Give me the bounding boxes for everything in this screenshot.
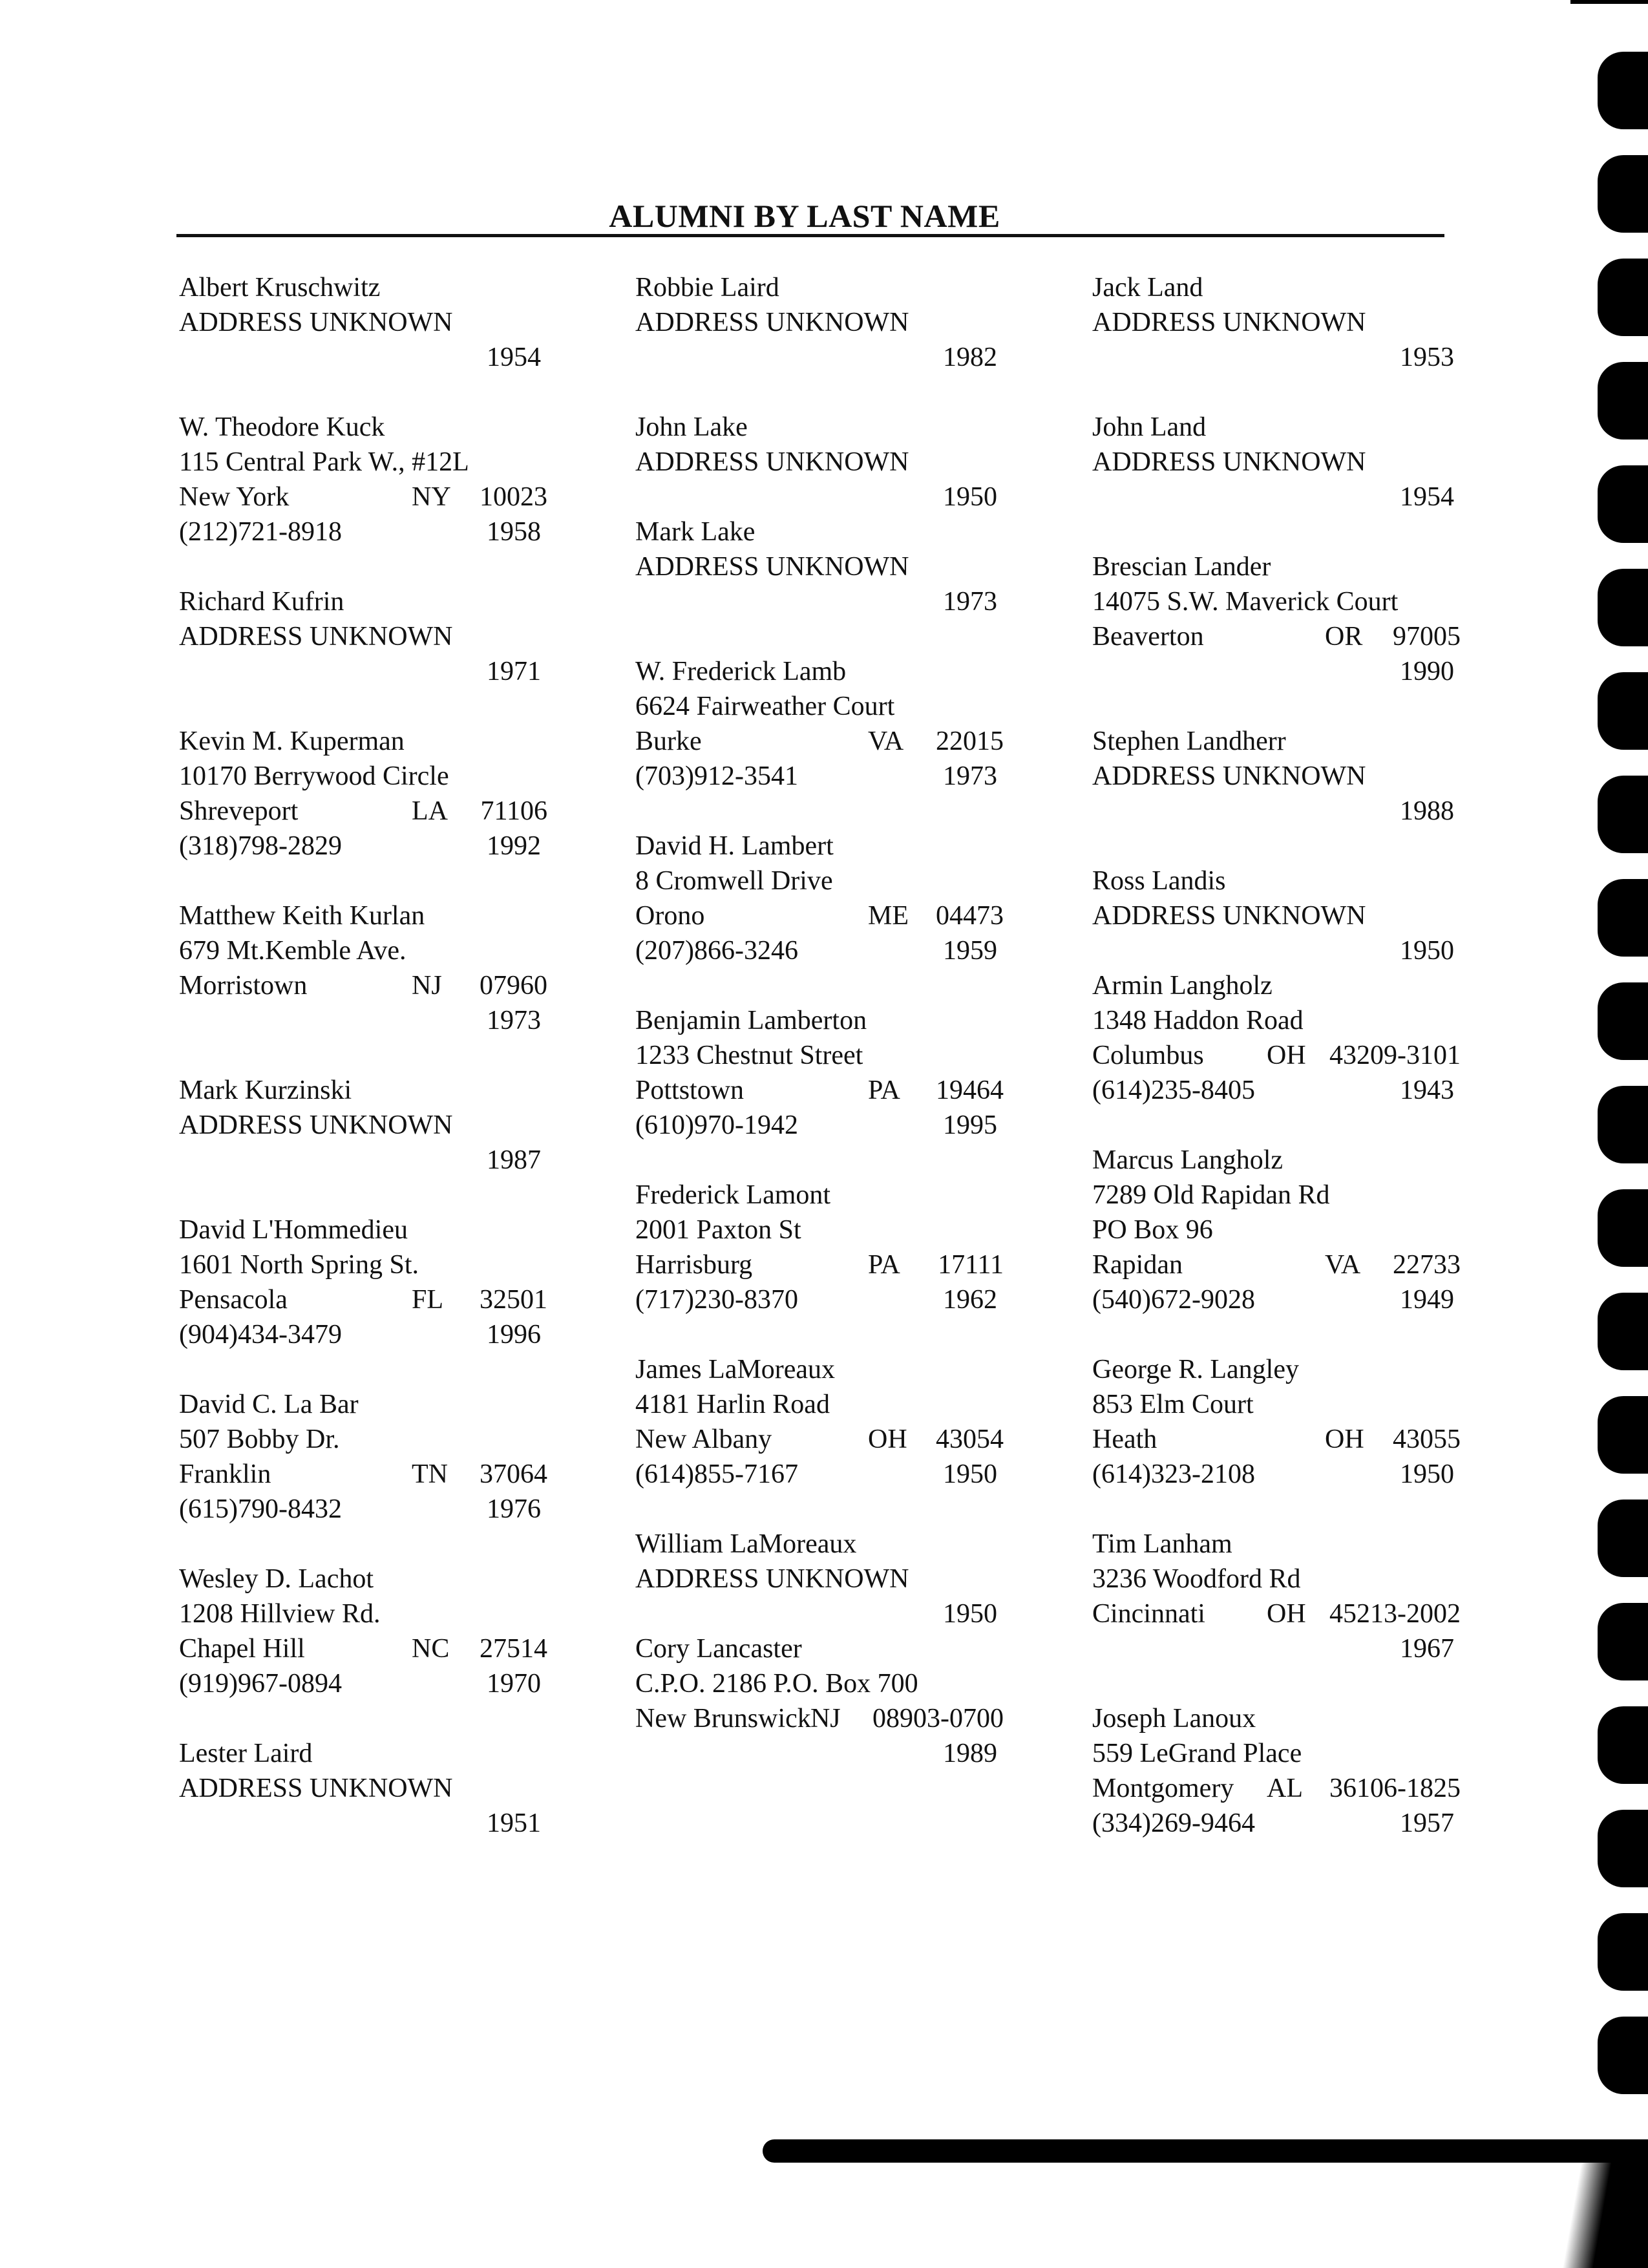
alumni-state: PA xyxy=(868,1250,900,1280)
title-rule xyxy=(176,234,1444,237)
binding-hole xyxy=(1598,1500,1648,1577)
alumni-entry xyxy=(635,829,1004,968)
alumni-address: ADDRESS UNKNOWN xyxy=(635,308,909,337)
alumni-address: ADDRESS UNKNOWN xyxy=(1092,761,1366,791)
alumni-address: ADDRESS UNKNOWN xyxy=(1092,308,1366,337)
alumni-phone-line xyxy=(1092,1073,1461,1108)
alumni-entry xyxy=(179,1213,547,1352)
alumni-state-zip xyxy=(1325,1422,1461,1457)
alumni-year-line xyxy=(1092,933,1461,968)
alumni-name: James LaMoreaux xyxy=(635,1355,836,1384)
alumni-state-zip xyxy=(1267,1038,1461,1073)
alumni-city: Shreveport xyxy=(179,796,299,826)
alumni-name: Matthew Keith Kurlan xyxy=(179,901,425,931)
alumni-year-line xyxy=(179,654,547,689)
alumni-phone: (703)912-3541 xyxy=(635,761,798,791)
alumni-phone: (615)790-8432 xyxy=(179,1494,342,1524)
alumni-phone: (904)434-3479 xyxy=(179,1320,342,1350)
alumni-entry xyxy=(635,1352,1004,1492)
alumni-state: NJ xyxy=(412,971,442,1001)
binding-hole xyxy=(1598,465,1648,543)
alumni-address: ADDRESS UNKNOWN xyxy=(635,1564,909,1594)
alumni-name: Joseph Lanoux xyxy=(1092,1704,1256,1733)
alumni-phone: (610)970-1942 xyxy=(635,1110,798,1140)
alumni-state: VA xyxy=(1325,1250,1361,1280)
alumni-state-zip xyxy=(868,724,1004,759)
alumni-address: 6624 Fairweather Court xyxy=(635,692,895,721)
alumni-city: Columbus xyxy=(1092,1041,1204,1070)
alumni-zip: 43054 xyxy=(936,1425,1004,1454)
alumni-state-zip xyxy=(412,968,547,1003)
alumni-name: Mark Kurzinski xyxy=(179,1076,352,1105)
alumni-year: 1943 xyxy=(1400,1076,1454,1105)
scan-shadow-corner xyxy=(1545,2163,1648,2268)
alumni-state-zip xyxy=(868,1422,1004,1457)
alumni-entry xyxy=(635,270,1004,375)
alumni-phone-line xyxy=(635,1108,1004,1143)
alumni-zip: 37064 xyxy=(480,1459,547,1489)
alumni-entry xyxy=(179,1073,547,1178)
alumni-state-zip xyxy=(868,1247,1004,1282)
alumni-address: 1208 Hillview Rd. xyxy=(179,1599,381,1629)
alumni-year-line xyxy=(179,1143,547,1178)
alumni-name: David L'Hommedieu xyxy=(179,1215,408,1245)
alumni-year-line xyxy=(1092,480,1461,514)
alumni-entry xyxy=(1092,549,1461,689)
alumni-state-zip xyxy=(1267,1771,1461,1806)
alumni-name: W. Theodore Kuck xyxy=(179,412,385,442)
page-title: ALUMNI BY LAST NAME xyxy=(609,198,1000,234)
alumni-entry xyxy=(635,1527,1004,1631)
alumni-state-zip xyxy=(1325,1247,1461,1282)
alumni-state: OH xyxy=(868,1425,907,1454)
alumni-year: 1973 xyxy=(943,761,997,791)
alumni-zip: 07960 xyxy=(480,971,547,1001)
alumni-phone-line xyxy=(635,1282,1004,1317)
alumni-year: 1967 xyxy=(1400,1634,1454,1664)
binding-hole xyxy=(1598,672,1648,750)
alumni-address: 1233 Chestnut Street xyxy=(635,1041,863,1070)
alumni-zip: 10023 xyxy=(480,482,547,512)
alumni-city-line xyxy=(179,480,547,514)
alumni-address: ADDRESS UNKNOWN xyxy=(635,447,909,477)
alumni-address: 7289 Old Rapidan Rd xyxy=(1092,1180,1330,1210)
alumni-entry xyxy=(179,584,547,689)
alumni-entry xyxy=(635,654,1004,794)
alumni-entry xyxy=(635,514,1004,619)
alumni-state: FL xyxy=(412,1285,444,1315)
alumni-state: OH xyxy=(1267,1599,1306,1629)
alumni-zip: 71106 xyxy=(480,796,547,826)
alumni-phone-line xyxy=(179,829,547,864)
binding-hole xyxy=(1598,362,1648,440)
alumni-entry xyxy=(635,1003,1004,1143)
alumni-year: 1996 xyxy=(487,1320,541,1350)
alumni-state-zip xyxy=(412,1631,547,1666)
alumni-name: George R. Langley xyxy=(1092,1355,1299,1384)
alumni-name: Richard Kufrin xyxy=(179,587,344,617)
alumni-phone-line xyxy=(635,759,1004,794)
alumni-city-line xyxy=(179,968,547,1003)
binding-hole xyxy=(1598,776,1648,853)
alumni-phone: (207)866-3246 xyxy=(635,936,798,966)
alumni-city-line xyxy=(635,1247,1004,1282)
alumni-address: ADDRESS UNKNOWN xyxy=(1092,901,1366,931)
scan-shadow-bottom xyxy=(763,2139,1648,2163)
alumni-year-line xyxy=(1092,654,1461,689)
alumni-name: Robbie Laird xyxy=(635,273,779,302)
alumni-city-line xyxy=(1092,1596,1461,1631)
alumni-state-zip xyxy=(868,898,1004,933)
alumni-year: 1982 xyxy=(943,343,997,372)
alumni-year: 1995 xyxy=(943,1110,997,1140)
alumni-city-line xyxy=(1092,1247,1461,1282)
alumni-address: 115 Central Park W., #12L xyxy=(179,447,469,477)
alumni-city-line xyxy=(1092,1422,1461,1457)
binding-hole xyxy=(1598,1189,1648,1267)
alumni-zip: 22015 xyxy=(936,726,1004,756)
alumni-name: Ross Landis xyxy=(1092,866,1226,896)
alumni-name: Wesley D. Lachot xyxy=(179,1564,374,1594)
binding-hole xyxy=(1598,1086,1648,1163)
alumni-state: NJ xyxy=(810,1704,841,1733)
alumni-year: 1959 xyxy=(943,936,997,966)
alumni-state-zip xyxy=(1325,619,1461,654)
alumni-name: David C. La Bar xyxy=(179,1390,359,1419)
alumni-state: NY xyxy=(412,482,451,512)
alumni-address: 679 Mt.Kemble Ave. xyxy=(179,936,407,966)
alumni-phone: (614)235-8405 xyxy=(1092,1076,1255,1105)
column-2 xyxy=(635,270,1004,1806)
alumni-year-line xyxy=(179,1806,547,1841)
alumni-year: 1976 xyxy=(487,1494,541,1524)
alumni-phone-line xyxy=(179,1666,547,1701)
alumni-city-line xyxy=(1092,1038,1461,1073)
alumni-name: Brescian Lander xyxy=(1092,552,1271,582)
alumni-address: 10170 Berrywood Circle xyxy=(179,761,449,791)
alumni-name: John Land xyxy=(1092,412,1207,442)
alumni-address: ADDRESS UNKNOWN xyxy=(179,308,453,337)
alumni-city-line xyxy=(1092,619,1461,654)
alumni-state: AL xyxy=(1267,1774,1303,1803)
binding-hole xyxy=(1598,1603,1648,1680)
alumni-year: 1950 xyxy=(1400,1459,1454,1489)
column-1 xyxy=(179,270,547,1876)
alumni-address: ADDRESS UNKNOWN xyxy=(179,1774,453,1803)
alumni-zip: 32501 xyxy=(480,1285,547,1315)
alumni-year: 1953 xyxy=(1400,343,1454,372)
binding-hole xyxy=(1598,879,1648,957)
alumni-state: TN xyxy=(412,1459,448,1489)
alumni-name: Tim Lanham xyxy=(1092,1529,1232,1559)
alumni-year-line xyxy=(635,480,1004,514)
alumni-city-line xyxy=(1092,1771,1461,1806)
alumni-entry xyxy=(1092,864,1461,968)
alumni-phone-line xyxy=(179,1492,547,1527)
alumni-city-line xyxy=(179,794,547,829)
alumni-phone: (318)798-2829 xyxy=(179,831,342,861)
binding-hole xyxy=(1598,52,1648,129)
alumni-city: New Brunswick xyxy=(635,1704,811,1733)
alumni-phone: (334)269-9464 xyxy=(1092,1808,1255,1838)
alumni-city: Pottstown xyxy=(635,1076,745,1105)
alumni-state: NC xyxy=(412,1634,450,1664)
alumni-name: Benjamin Lamberton xyxy=(635,1006,867,1035)
alumni-zip: 17111 xyxy=(938,1250,1004,1280)
alumni-year-line xyxy=(635,340,1004,375)
alumni-state: OH xyxy=(1267,1041,1306,1070)
alumni-entry xyxy=(1092,270,1461,375)
alumni-name: Frederick Lamont xyxy=(635,1180,831,1210)
alumni-year: 1950 xyxy=(943,1459,997,1489)
alumni-entry xyxy=(1092,1527,1461,1666)
alumni-state-zip xyxy=(412,1282,547,1317)
alumni-city-line xyxy=(635,724,1004,759)
alumni-entry xyxy=(635,1178,1004,1317)
alumni-state: ME xyxy=(868,901,909,931)
alumni-state-zip xyxy=(412,480,547,514)
binding-hole xyxy=(1598,1810,1648,1887)
alumni-city-line xyxy=(635,898,1004,933)
alumni-city-line xyxy=(635,1422,1004,1457)
alumni-entry xyxy=(635,1631,1004,1771)
alumni-zip: 19464 xyxy=(936,1076,1004,1105)
alumni-state: VA xyxy=(868,726,904,756)
alumni-phone-line xyxy=(1092,1806,1461,1841)
alumni-state-zip xyxy=(412,1457,547,1492)
alumni-phone: (614)323-2108 xyxy=(1092,1459,1255,1489)
alumni-entry xyxy=(635,410,1004,514)
alumni-city: Pensacola xyxy=(179,1285,288,1315)
binding-hole xyxy=(1598,155,1648,233)
alumni-year: 1973 xyxy=(487,1006,541,1035)
alumni-year: 1962 xyxy=(943,1285,997,1315)
alumni-phone-line xyxy=(1092,1457,1461,1492)
alumni-year-line xyxy=(1092,794,1461,829)
alumni-year: 1958 xyxy=(487,517,541,547)
alumni-entry xyxy=(179,1562,547,1701)
alumni-entry xyxy=(1092,1352,1461,1492)
alumni-zip: 22733 xyxy=(1393,1250,1461,1280)
binding-hole xyxy=(1598,569,1648,646)
alumni-city-line xyxy=(179,1631,547,1666)
alumni-phone: (540)672-9028 xyxy=(1092,1285,1255,1315)
alumni-address: C.P.O. 2186 P.O. Box 700 xyxy=(635,1669,918,1699)
alumni-address: 1601 North Spring St. xyxy=(179,1250,419,1280)
alumni-year-line xyxy=(1092,340,1461,375)
alumni-address: ADDRESS UNKNOWN xyxy=(1092,447,1366,477)
alumni-phone: (919)967-0894 xyxy=(179,1669,342,1699)
alumni-name: Lester Laird xyxy=(179,1739,313,1768)
alumni-state-zip xyxy=(1267,1596,1461,1631)
alumni-city: New Albany xyxy=(635,1425,772,1454)
alumni-zip: 36106-1825 xyxy=(1329,1774,1461,1803)
alumni-year-line xyxy=(1092,1631,1461,1666)
column-3 xyxy=(1092,270,1461,1876)
alumni-name: Jack Land xyxy=(1092,273,1203,302)
binding-hole xyxy=(1598,1293,1648,1370)
alumni-phone: (717)230-8370 xyxy=(635,1285,798,1315)
alumni-state: OR xyxy=(1325,622,1363,652)
alumni-name: Armin Langholz xyxy=(1092,971,1273,1001)
binding-hole xyxy=(1598,259,1648,336)
alumni-year: 1957 xyxy=(1400,1808,1454,1838)
alumni-state: LA xyxy=(412,796,448,826)
alumni-phone: (614)855-7167 xyxy=(635,1459,798,1489)
alumni-name: Kevin M. Kuperman xyxy=(179,726,405,756)
alumni-state: OH xyxy=(1325,1425,1364,1454)
alumni-year: 1951 xyxy=(487,1808,541,1838)
alumni-year-line xyxy=(179,340,547,375)
alumni-year: 1970 xyxy=(487,1669,541,1699)
alumni-address: 507 Bobby Dr. xyxy=(179,1425,340,1454)
alumni-address: ADDRESS UNKNOWN xyxy=(179,622,453,652)
alumni-city-line xyxy=(635,1073,1004,1108)
binding-hole xyxy=(1598,1706,1648,1784)
alumni-address: 8 Cromwell Drive xyxy=(635,866,833,896)
alumni-state: PA xyxy=(868,1076,900,1105)
alumni-entry xyxy=(179,1387,547,1527)
alumni-year: 1950 xyxy=(943,482,997,512)
alumni-phone: (212)721-8918 xyxy=(179,517,342,547)
alumni-city: Orono xyxy=(635,901,705,931)
alumni-zip: 45213-2002 xyxy=(1329,1599,1461,1629)
alumni-entry xyxy=(179,270,547,375)
alumni-entry xyxy=(1092,1701,1461,1841)
alumni-entry xyxy=(1092,724,1461,829)
alumni-entry xyxy=(179,724,547,864)
alumni-year-line xyxy=(635,1596,1004,1631)
alumni-address: 1348 Haddon Road xyxy=(1092,1006,1304,1035)
binding-hole xyxy=(1598,1396,1648,1474)
alumni-year: 1949 xyxy=(1400,1285,1454,1315)
alumni-address: ADDRESS UNKNOWN xyxy=(179,1110,453,1140)
alumni-name: Albert Kruschwitz xyxy=(179,273,381,302)
alumni-city: Harrisburg xyxy=(635,1250,753,1280)
alumni-phone-line xyxy=(1092,1282,1461,1317)
alumni-city: New York xyxy=(179,482,290,512)
alumni-city: Franklin xyxy=(179,1459,271,1489)
alumni-year: 1989 xyxy=(943,1739,997,1768)
alumni-year: 1987 xyxy=(487,1145,541,1175)
alumni-address: 559 LeGrand Place xyxy=(1092,1739,1302,1768)
alumni-name: Stephen Landherr xyxy=(1092,726,1286,756)
alumni-city: Montgomery xyxy=(1092,1774,1234,1803)
alumni-state-zip xyxy=(810,1701,1004,1736)
alumni-zip: 08903-0700 xyxy=(872,1704,1004,1733)
alumni-name: William LaMoreaux xyxy=(635,1529,857,1559)
alumni-state-zip xyxy=(412,794,547,829)
alumni-phone-line xyxy=(635,933,1004,968)
alumni-year: 1954 xyxy=(487,343,541,372)
alumni-year: 1988 xyxy=(1400,796,1454,826)
alumni-year: 1992 xyxy=(487,831,541,861)
alumni-address: ADDRESS UNKNOWN xyxy=(635,552,909,582)
alumni-address: 3236 Woodford Rd xyxy=(1092,1564,1301,1594)
alumni-phone-line xyxy=(179,1317,547,1352)
alumni-name: W. Frederick Lamb xyxy=(635,657,847,686)
alumni-name: David H. Lambert xyxy=(635,831,834,861)
alumni-zip: 43055 xyxy=(1393,1425,1461,1454)
alumni-year: 1950 xyxy=(1400,936,1454,966)
alumni-entry xyxy=(1092,410,1461,514)
alumni-name: Marcus Langholz xyxy=(1092,1145,1284,1175)
alumni-phone-line xyxy=(635,1457,1004,1492)
alumni-city: Rapidan xyxy=(1092,1250,1183,1280)
alumni-entry xyxy=(179,410,547,549)
alumni-city: Cincinnati xyxy=(1092,1599,1205,1629)
alumni-entry xyxy=(179,898,547,1038)
alumni-name: Mark Lake xyxy=(635,517,755,547)
alumni-year-line xyxy=(635,1736,1004,1771)
alumni-entry xyxy=(179,1736,547,1841)
alumni-address: PO Box 96 xyxy=(1092,1215,1213,1245)
alumni-zip: 97005 xyxy=(1393,622,1461,652)
alumni-zip: 04473 xyxy=(936,901,1004,931)
alumni-entry xyxy=(1092,968,1461,1108)
alumni-city-line xyxy=(179,1282,547,1317)
alumni-state-zip xyxy=(868,1073,1004,1108)
alumni-year: 1950 xyxy=(943,1599,997,1629)
binding-hole xyxy=(1598,1913,1648,1991)
alumni-address: 2001 Paxton St xyxy=(635,1215,801,1245)
alumni-zip: 43209-3101 xyxy=(1329,1041,1461,1070)
alumni-name: Cory Lancaster xyxy=(635,1634,802,1664)
alumni-year: 1990 xyxy=(1400,657,1454,686)
alumni-zip: 27514 xyxy=(480,1634,547,1664)
alumni-city-line xyxy=(179,1457,547,1492)
alumni-year-line xyxy=(179,1003,547,1038)
binding-hole xyxy=(1598,982,1648,1060)
alumni-city: Heath xyxy=(1092,1425,1157,1454)
alumni-year: 1954 xyxy=(1400,482,1454,512)
alumni-city: Chapel Hill xyxy=(179,1634,305,1664)
alumni-city: Beaverton xyxy=(1092,622,1204,652)
alumni-phone-line xyxy=(179,514,547,549)
alumni-address: 14075 S.W. Maverick Court xyxy=(1092,587,1399,617)
alumni-entry xyxy=(1092,1143,1461,1317)
alumni-address: 4181 Harlin Road xyxy=(635,1390,830,1419)
alumni-address: 853 Elm Court xyxy=(1092,1390,1254,1419)
alumni-name: John Lake xyxy=(635,412,748,442)
page-edge-mark xyxy=(1570,0,1648,4)
alumni-city: Morristown xyxy=(179,971,308,1001)
alumni-year: 1973 xyxy=(943,587,997,617)
binding-hole xyxy=(1598,2017,1648,2094)
alumni-city-line xyxy=(635,1701,1004,1736)
alumni-year-line xyxy=(635,584,1004,619)
alumni-city: Burke xyxy=(635,726,702,756)
alumni-year: 1971 xyxy=(487,657,541,686)
